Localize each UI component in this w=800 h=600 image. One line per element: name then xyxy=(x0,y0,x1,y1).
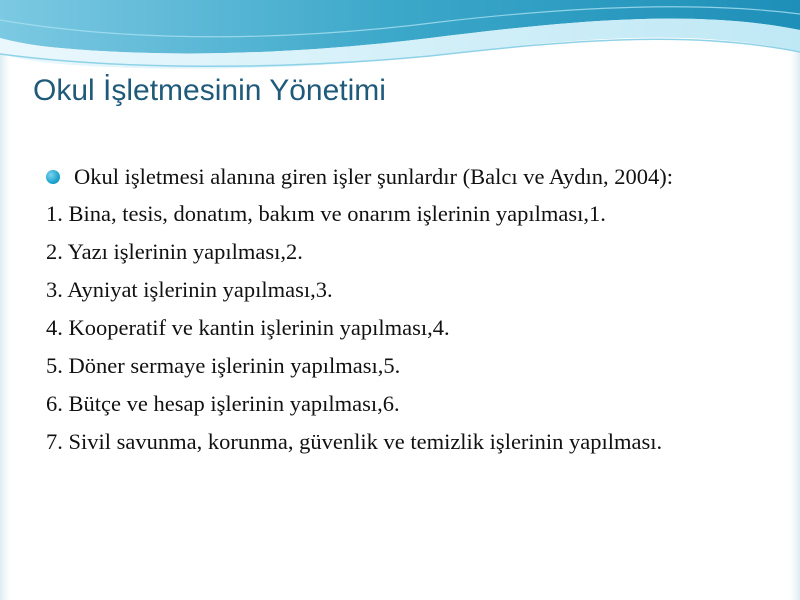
list-item-5: 5. Döner sermaye işlerinin yapılması,5. xyxy=(46,353,401,378)
intro-bullet xyxy=(46,160,746,193)
list-item-7: 7. Sivil savunma, korunma, güvenlik ve temizlik işlerinin yapılması. xyxy=(46,429,663,454)
list-item-2: 2. Yazı işlerinin yapılması,2. xyxy=(46,239,303,264)
bullet-dot-icon xyxy=(46,170,60,184)
list-item-6: 6. Bütçe ve hesap işlerinin yapılması,6. xyxy=(46,391,400,416)
slide-body xyxy=(46,160,746,463)
list-item-1: 1. Bina, tesis, donatım, bakım ve onarım işlerinin yapılması,1. xyxy=(46,201,606,226)
list-item-3: 3. Ayniyat işlerinin yapılması,3. xyxy=(46,277,333,302)
intro-text: Okul işletmesi alanına giren işler şunlardır (Balcı ve Aydın, 2004): xyxy=(74,164,674,189)
slide-title: Okul İşletmesinin Yönetimi xyxy=(33,74,386,107)
list-item-4: 4. Kooperatif ve kantin işlerinin yapılması,4. xyxy=(46,315,450,340)
